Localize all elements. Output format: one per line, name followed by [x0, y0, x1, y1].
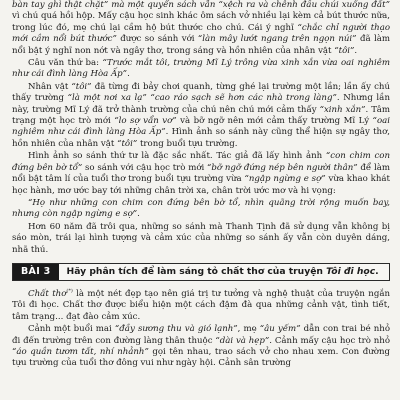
section-title-text: Hãy phân tích để làm sáng tỏ chất thơ của truyện [66, 266, 327, 278]
section-heading [12, 263, 390, 281]
text-segment: dẫn con trai bé nhỏ đi đến trường trên con đường làng thân thuộc [12, 324, 391, 346]
paragraph [12, 82, 390, 150]
quoted-text: “áo quần tươm tất, nhí nhảnh” [12, 346, 149, 357]
text-segment: đã làm nổi bật ý nghĩ non nớt và ngây thơ, trong sáng và hồn nhiên của nhân vật [12, 34, 390, 56]
text-segment: là một nét đẹp tạo nên giá trị tư tưởng và nghệ thuật của truyện ngắn Tôi đi học. Chất thơ được biểu hiện một cách đậm đà qua những cảnh vật, tình tiết, tâm trạng... đạt đào cảm xúc. [12, 288, 391, 322]
section-title-end: . [375, 266, 379, 278]
body-text-top [12, 0, 390, 256]
quoted-text: “lo sợ vẩn vơ” [114, 116, 177, 127]
text-segment: Hình ảnh so sánh thứ tư là đặc sắc nhất. Tác giả đã lấy hình ảnh [28, 151, 326, 162]
quoted-text: “đầy sương thu và gió lạnh” [114, 324, 238, 335]
quoted-text: “tôi” [334, 45, 355, 56]
paragraph [12, 289, 390, 323]
text-segment: và bỡ ngỡ nên mới cảm thấy trường Mĩ Lý [176, 116, 373, 127]
quoted-text: “tôi” [71, 81, 92, 92]
quoted-text: “dài và hẹp” [215, 335, 270, 346]
text-segment: vì chú quá hồi hộp. Mấy cậu học sinh khác ôm sách vở nhiều lại kèm cả bút thước nữa, trong lúc đó, mẹ chú lại cầm hộ bút thước cho chú. Cái ý nghĩ [12, 11, 390, 33]
paragraph [12, 222, 390, 256]
text-segment: . [137, 209, 140, 220]
text-segment: . [354, 45, 358, 56]
paragraph [12, 324, 390, 370]
quoted-text: “con chim con đứng bên bờ tổ” [12, 151, 390, 173]
quoted-text: “âu yếm” [259, 324, 301, 335]
paragraph [12, 151, 390, 197]
text-segment: vừa khao khát học hành, mơ ước bay tới những chân trời xa, chân trời ước mơ và hi vọng: [12, 174, 390, 196]
text-segment: Cảnh một buổi mai [28, 324, 115, 335]
quoted-text: “ngập ngừng e sợ” [244, 174, 326, 185]
text-segment: . Cảnh mấy cậu học trò nhỏ [269, 335, 390, 346]
section-title [59, 266, 379, 277]
text-segment: . [127, 69, 130, 80]
quoted-text: “Trước mắt tôi, trường Mĩ Lý trông vừa xinh xắn vừa oai nghiêm như cái đình làng Hòa Ấp” [12, 58, 391, 80]
quoted-text: “là một nơi xa lạ” “cao ráo sạch sẽ hơn các nhà trong làng” [67, 93, 337, 104]
quoted-text: “bỡ ngỡ đứng nép bên người thân” [207, 162, 358, 173]
quoted-text: “chắc chỉ người thạo mới cầm nổi bút thước” [12, 22, 390, 45]
quoted-text: “oai nghiêm như cái đình làng Hòa Ấp” [12, 116, 390, 138]
quoted-text: “Họ như những con chim con đứng bên bờ tổ, nhìn quãng trời rộng muốn bay, nhưng còn ngập ngừng e sợ” [12, 197, 390, 220]
text-segment: trong buổi tựu trường. [137, 138, 238, 149]
paragraph [12, 58, 390, 81]
quoted-text: bàn tay ghì thật chặt” mà một quyển sách vẫn “xệch ra và chênh đầu chúi xuống đất” [12, 0, 390, 10]
paragraph [12, 0, 390, 57]
text-segment: . Tâm trạng một học trò mới [12, 104, 390, 127]
text-segment: so sánh với cậu học trò mới [82, 162, 208, 173]
quoted-text: “làn mây lướt ngang trên ngọn núi” [197, 34, 357, 45]
quoted-text: Chất thơ [28, 288, 67, 299]
text-segment: đã từng đi bảy chơi quanh, từng ghé lại trường một lần; lần ấy chú thấy trường [12, 81, 390, 104]
paragraph [12, 198, 390, 221]
text-segment: . Nhưng lần này, trường Mĩ Lý đã trở thành trường của chú nên chú mới cảm thấy [12, 93, 390, 115]
quoted-text: “xinh xắn” [319, 104, 366, 115]
body-text-bottom [12, 289, 390, 370]
section-title-work: Tôi đi học [326, 266, 376, 278]
quoted-text: “tôi” [117, 138, 138, 149]
text-segment: Hơn 60 năm đã trôi qua, những so sánh mà Thanh Tịnh đã sử dụng vẫn không bị sáo mòn, trái lại hình tượng và cảm xúc của những so sánh ấy vẫn còn duyên dáng, nhã thú. [12, 221, 390, 255]
text-segment: , mẹ [237, 324, 260, 335]
text-segment: Nhân vật [28, 81, 72, 92]
text-segment: Câu văn thứ ba: [28, 58, 103, 69]
text-segment: để làm nổi bật tâm lí của tuổi thơ trong buổi tựu trường vừa [12, 162, 390, 185]
text-segment: gọi tên nhau, trao sách vở cho nhau xem. Con đường tựu trường của tuổi thơ đông vui như ngày hội. Cảnh sân trường [12, 346, 390, 369]
footnote-marker: (*) [66, 288, 73, 295]
section-number: BÀI 3 [13, 264, 59, 280]
text-segment: . Hình ảnh so sánh này cũng thể hiện sự ngây thơ, hồn nhiên của nhân vật [12, 127, 391, 149]
text-segment: được so sánh với [116, 34, 198, 45]
